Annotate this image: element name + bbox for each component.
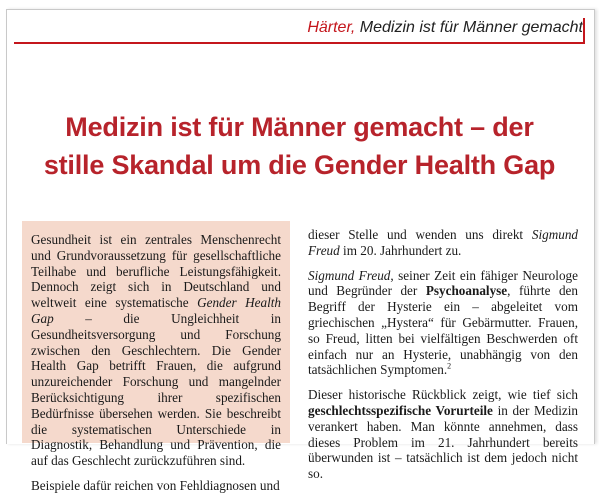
body-text: im 20. Jahrhundert zu.: [339, 242, 462, 258]
body-paragraph-1: [308, 227, 578, 259]
abstract-box: [22, 221, 290, 493]
body-paragraph-2: [308, 268, 578, 379]
header-rule-end: [583, 18, 585, 44]
abstract-column: [22, 221, 290, 494]
body-strong: Psychoanalyse: [425, 283, 508, 299]
body-strong: geschlechtsspezifische Vorurteile: [308, 402, 493, 418]
running-head-author: Härter,: [307, 19, 356, 36]
header-rule: [14, 42, 585, 44]
abstract-text: – die Ungleichheit in Gesundheitsversorgung und Forschung zwischen den Geschlechtern. Die Gender Health Gap betrifft Frauen, die aufgrund unzureichender Forschung und mangelnder Berücksichtigung ihrer spezifischen Bedürfnisse übersehen werden. Sie beschreibt die systematischen Unterschiede in Diagnostik, Behandlung und Prävention, die auf das Geschlecht zurückzuführen sind.: [31, 310, 281, 469]
body-text: Dieser historische Rückblick zeigt, wie tief sich: [308, 387, 578, 403]
article-title-line-2: stille Skandal um die Gender Health Gap: [43, 150, 556, 180]
running-head: [307, 19, 583, 37]
body-text: dieser Stelle und wenden uns direkt: [308, 227, 532, 242]
body-column-right: [308, 227, 579, 482]
body-paragraph-3: [308, 387, 578, 482]
abstract-paragraph-1: [31, 232, 281, 469]
footnote-marker[interactable]: 2: [447, 361, 452, 371]
body-emphasis: Sigmund Freud: [308, 227, 578, 258]
abstract-emphasis: Gender Health Gap: [31, 295, 281, 326]
body-text: in der Medizin verankert haben. Man könnte annehmen, dass dieses Problem im 21. Jahrhundert bereits überwunden ist – tatsächlich ist dem jedoch nicht so.: [308, 402, 578, 482]
abstract-text: Gesundheit ist ein zentrales Menschenrecht und Grundvoraussetzung für gesellschaftliche Teilhabe und berufliche Leistungsfähigkeit. Dennoch zeigt sich in Deutschland und weltweit eine systematische: [31, 232, 281, 311]
abstract-paragraph-2: Beispiele dafür reichen von Fehldiagnosen und: [31, 477, 280, 493]
running-head-title: Medizin ist für Männer gemacht: [355, 19, 583, 36]
body-text: , führte den Begriff der Hysterie ein – abgeleitet vom griechischen „Hystera“ für Gebärmutter. Frauen, so Freud, litten bei vielfältigen Beschwerden oft einfach nur an Hysterie, unabhängig von den tatsächlichen Symptomen.: [308, 283, 579, 378]
article-title-line-1: Medizin ist für Männer gemacht – der: [65, 112, 534, 142]
article-title: [0, 108, 599, 184]
body-text: , seiner Zeit ein fähiger Neurologe und Begründer der: [308, 267, 578, 299]
body-emphasis: Sigmund Freud: [308, 267, 391, 283]
